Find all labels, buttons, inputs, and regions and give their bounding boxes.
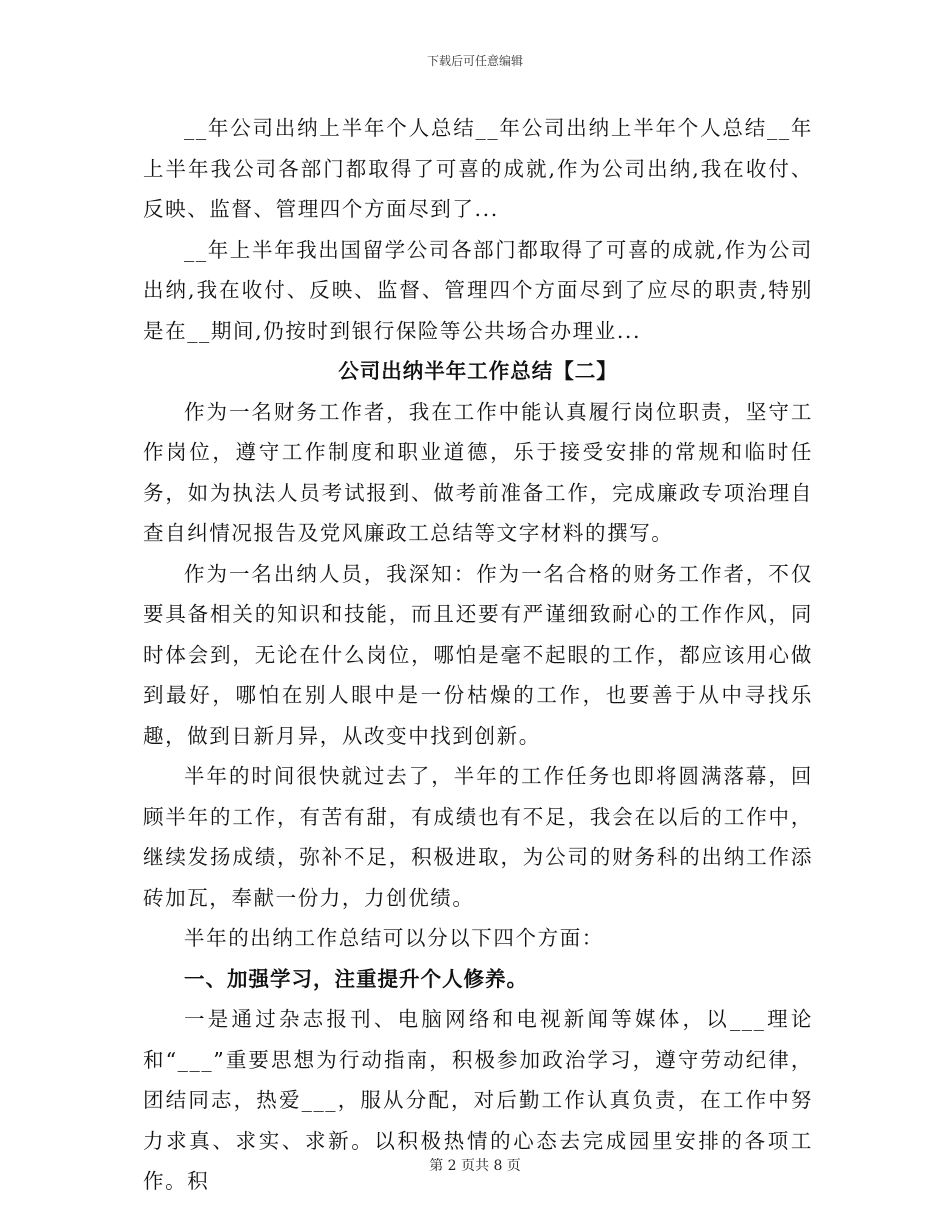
paragraph-1: __年公司出纳上半年个人总结__年公司出纳上半年个人总结__年上半年我公司各部门都取得了可喜的成就,作为公司出纳,我在收付、反映、监督、管理四个方面尽到了... <box>143 116 813 221</box>
paragraph-3: 作为一名财务工作者，我在工作中能认真履行岗位职责，坚守工作岗位，遵守工作制度和职业道德，乐于接受安排的常规和临时任务，如为执法人员考试报到、做考前准备工作，完成廉政专项治理自查自纠情况报告及党风廉政工总结等文字材料的撰写。 <box>143 399 813 545</box>
page-footer: 第 2 页共 8 页 <box>429 1158 521 1174</box>
paragraph-7: 一是通过杂志报刊、电脑网络和电视新闻等媒体，以___理论和“___”重要思想为行动指南，积极参加政治学习，遵守劳动纪律，团结同志，热爱___，服从分配，对后勤工作认真负责，在工作中努力求真、求实、求新。以积极热情的心态去完成园里安排的各项工作。积 <box>143 1007 813 1193</box>
paragraph-4: 作为一名出纳人员，我深知：作为一名合格的财务工作者，不仅要具备相关的知识和技能，而且还要有严谨细致耐心的工作作风，同时体会到，无论在什么岗位，哪怕是毫不起眼的工作，都应该用心做到最好，哪怕在别人眼中是一份枯燥的工作，也要善于从中寻找乐趣，做到日新月异，从改变中找到创新。 <box>143 561 813 748</box>
heading-1: 一、加强学习，注重提升个人修养。 <box>184 966 528 991</box>
paragraph-6: 半年的出纳工作总结可以分以下四个方面： <box>184 926 604 950</box>
paragraph-2: __年上半年我出国留学公司各部门都取得了可喜的成就,作为公司出纳,我在收付、反映、监督、管理四个方面尽到了应尽的职责,特别是在__期间,仍按时到银行保险等公共场合办理业... <box>143 237 813 343</box>
section-title: 公司出纳半年工作总结【二】 <box>338 359 618 383</box>
paragraph-5: 半年的时间很快就过去了，半年的工作任务也即将圆满落幕，回顾半年的工作，有苦有甜，有成绩也有不足，我会在以后的工作中，继续发扬成绩，弥补不足，积极进取，为公司的财务科的出纳工作添砖加瓦，奉献一份力，力创优绩。 <box>143 764 813 910</box>
document-body <box>143 108 813 1202</box>
page-header: 下载后可任意编辑 <box>426 54 523 68</box>
